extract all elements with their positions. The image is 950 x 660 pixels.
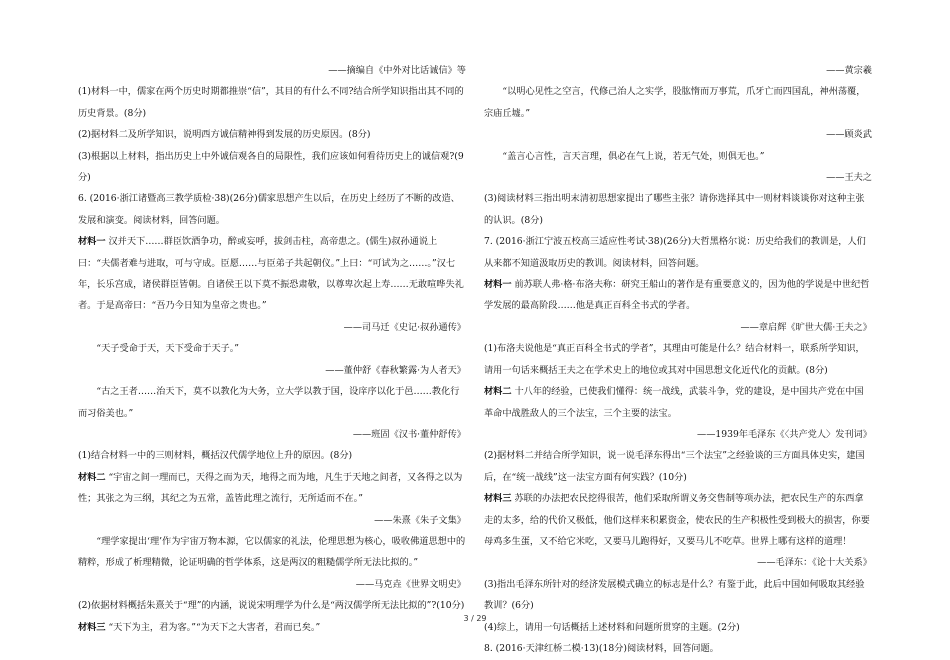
sub-question: (3)指出毛泽东所针对的经济发展模式确立的标志是什么？有鉴于此，此后中国如何吸取其经验教训？(6分) [484,578,865,612]
material-label: 材料三 [484,493,512,505]
source-citation: ——董仲舒《春秋繁露·为人者天》 [325,364,466,376]
material-paragraph [78,231,466,317]
material-paragraph [484,488,872,552]
question-heading: 7. (2016·浙江宁波五校高三适应性考试·38)(26分)大哲黑格尔说：历史给我们的教训是，人们从来都不知道汲取历史的教训。阅读材料，回答问题。 [484,236,866,269]
question-heading: 8. (2016·天津红桥二模·13)(18分)阅读材料，回答问题。 [484,642,719,654]
material-text: 十八年的经验，已使我们懂得：统一战线，武装斗争，党的建设，是中国共产党在中国革命中战胜敌人的三个法宝，三个主要的法宝。 [484,386,864,419]
material-text: “天下为主，君为客。”“为天下之大害者，君而已矣。” [108,621,321,633]
sub-question: (3)根据以上材料，指出历史上中外诚信观各自的局限性，我们应该如何看待历史上的诚信观?(9分) [78,150,464,184]
sub-question: (1)布洛夫说他是“真正百科全书式的学者”，其理由可能是什么？结合材料一，联系所学知识，请用一句话来概括王夫之在学术史上的地位或其对中国思想文化近代化的贡献。(8分) [484,343,865,376]
material-label: 材料三 [78,621,106,633]
quotation: “天子受命于天，天下受命于天子。” [96,343,239,355]
source-citation: ——1939年毛泽东《〈共产党人〉发刊词》 [697,428,872,440]
material-label: 材料一 [78,236,106,248]
source-citation: ——朱熹《朱子文集》 [374,514,466,526]
source-citation: ——摘编自《中外对比话诚信》等 [328,65,466,76]
quotation: “古之王者……治天下，莫不以教化为大务，立大学以教于国，设庠序以化于邑……教化行而习俗美也。” [78,386,460,419]
source-citation: ——顾炎武 [826,129,872,141]
right-column [484,60,872,659]
sub-question: (3)阅读材料三指出明末清初思想家提出了哪些主张？请你选择其中一则材料谈谈你对这种主张的认识。(8分) [484,193,865,226]
quotation: “盖言心言性，言天言理，俱必在气上说，若无气处，则俱无也。” [502,150,765,162]
sub-question: (2)据材料二及所学知识，说明西方诚信精神得到发展的历史原因。(8分) [78,129,371,141]
sub-question: (2)据材料二并结合所学知识，说一说毛泽东得出“三个法宝”之经验谈的三方面具体史实，建国后，在“统一战线”这一法宝方面有何实践？(10分) [484,450,865,483]
page-number: 3 / 29 [463,614,487,623]
source-citation: ——马克垚《世界文明史》 [355,578,466,590]
material-text: 汉并天下……群臣饮酒争功，醉或妄呼，拔剑击柱，高帝患之。(儒生)叔孙通说上曰：“夫儒者难与进取，可与守成。臣愿……与臣弟子共起朝仪。”上曰：“可试为之……。”汉七年，长乐宫成，诸侯群臣皆朝。自诸侯王以下莫不振恐肃敬，以尊卑次起上寿……无敢喧哗失礼者。于是高帝曰：“吾乃今日知为皇帝之贵也。” [78,236,464,312]
quotation: “理学家提出‘理’作为宇宙万物本源，它以儒家的礼法，伦理思想为核心，吸收佛道思想中的精粹，形成了析理精微，论证明确的哲学体系，这是两汉的粗糙儒学所无法比拟的。” [78,535,466,569]
material-label: 材料一 [484,279,512,291]
material-text: 前苏联人弗·格·布洛夫称：研究王船山的著作是有重要意义的，因为他的学说是中世纪哲学发展的最高阶段……他是真正百科全书式的学者。 [484,279,870,312]
material-text: “宇宙之间一理而已，天得之而为天，地得之而为地，凡生于天地之间者，又各得之以为性；其张之为三纲，其纪之为五常，盖皆此理之流行，无所适而不在。” [78,471,463,505]
material-paragraph [484,274,872,317]
left-column [78,60,466,638]
source-citation: ——毛泽东：《论十大关系》 [757,557,872,569]
source-citation: ——班固《汉书·董仲舒传》 [352,428,466,440]
source-citation: ——司马迁《史记·叔孙通传》 [343,321,466,333]
material-paragraph [78,467,466,510]
question-heading: 6. (2016·浙江诸暨高三教学质检·38)(26分)儒家思想产生以后，在历史上经历了不断的改造、发展和演变。阅读材料，回答问题。 [78,193,460,226]
source-citation: ——王夫之 [826,172,872,184]
sub-question: (4)综上，请用一句话概括上述材料和问题所贯穿的主题。(2分) [484,621,740,633]
sub-question: (2)依据材料概括朱熹关于“理”的内涵，说说宋明理学为什么是“两汉儒学所无法比拟的”?(10分) [78,600,465,612]
material-label: 材料二 [78,471,106,483]
source-citation: ——章启辉《旷世大儒·王夫之》 [740,321,872,333]
sub-question: (1)材料一中，儒家在两个历史时期都推崇“信”，其目的有什么不同?结合所学知识指出其不同的历史背景。(8分) [78,86,464,119]
material-paragraph [484,381,872,424]
sub-question: (1)结合材料一中的三则材料，概括汉代儒学地位上升的原因。(8分) [78,450,353,462]
source-citation: ——黄宗羲 [826,65,872,76]
material-label: 材料二 [484,386,512,398]
quotation: “以明心见性之空言，代修己治人之实学，股肱惰而万事荒，爪牙亡而四国乱，神州荡覆，宗庙丘墟。” [484,86,866,119]
material-text: 苏联的办法把农民挖得很苦，他们采取所谓义务交售制等项办法，把农民生产的东西拿走的太多，给的代价又极低，他们这样来积累资金，使农民的生产积极性受到极大的损害，你要母鸡多生蛋，又不给它米吃，又要马儿跑得好，又要马儿不吃草。世界上哪有这样的道理！ [484,493,870,547]
